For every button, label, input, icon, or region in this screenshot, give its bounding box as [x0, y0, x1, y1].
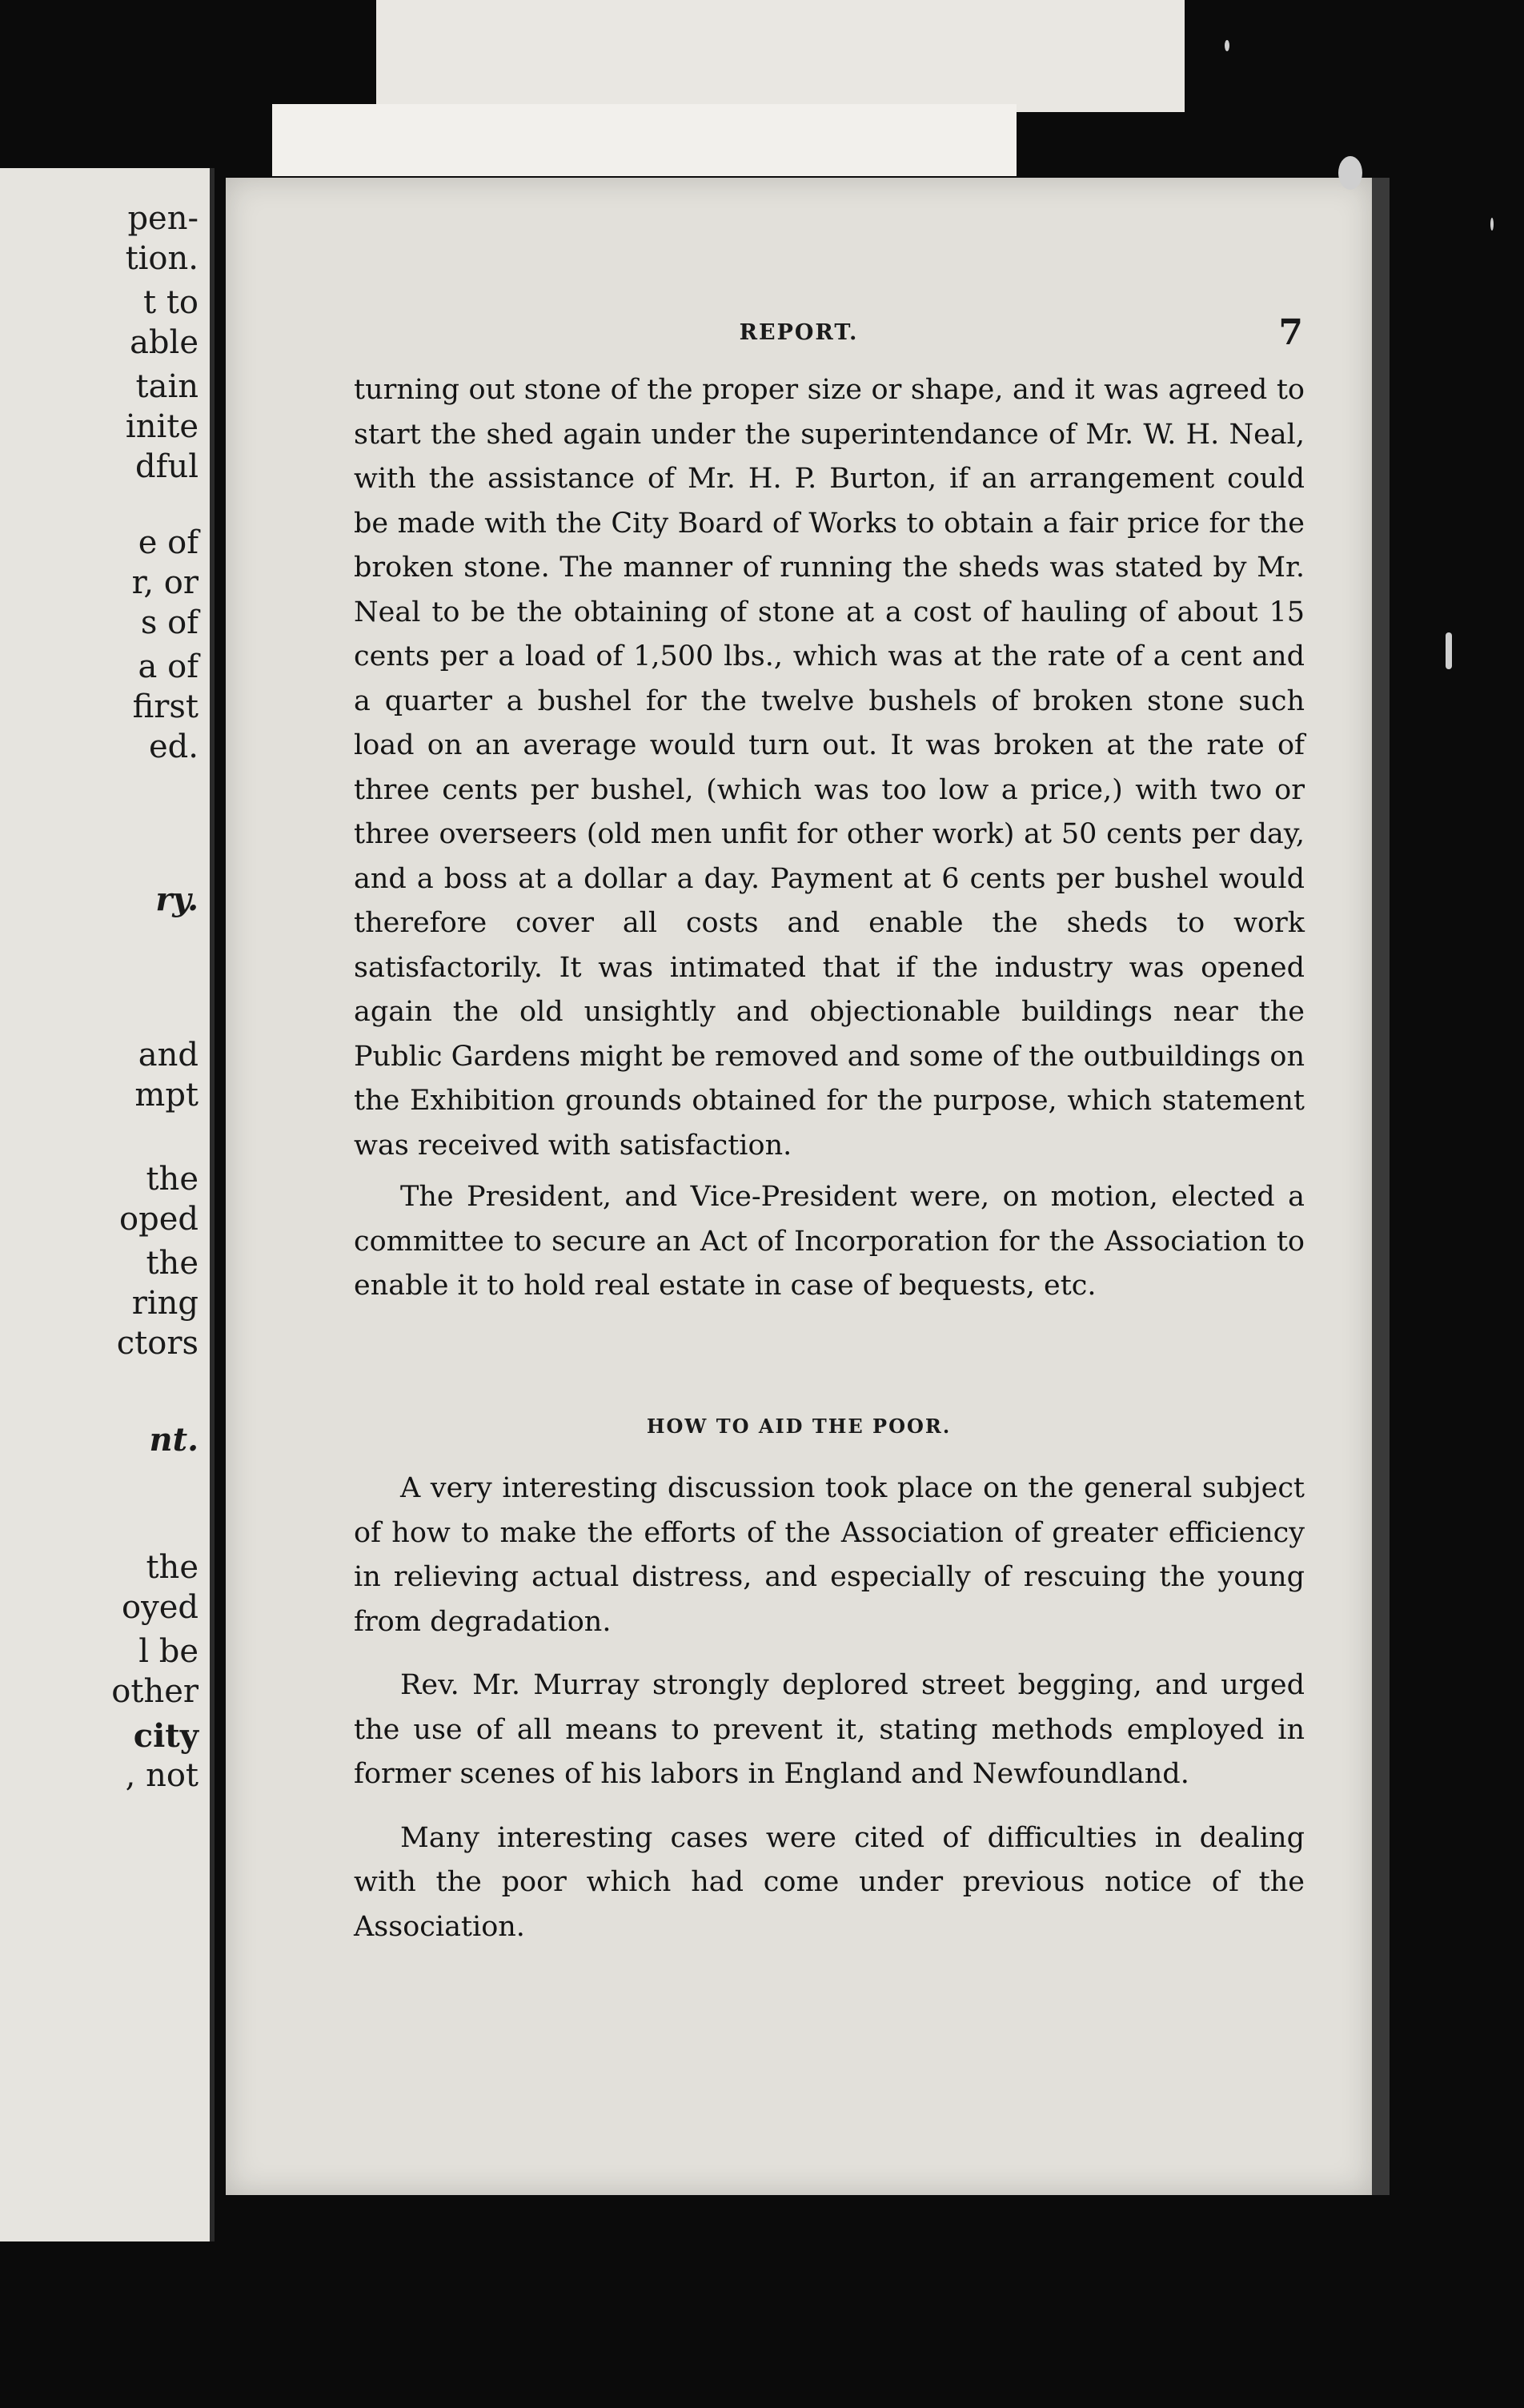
left-page-fragment: the: [146, 1161, 199, 1198]
left-page-fragment: e of: [138, 524, 199, 561]
scan-border-strip: [376, 0, 1185, 112]
left-page-fragment: ring: [131, 1285, 199, 1322]
left-page-fragment: ed.: [149, 728, 199, 765]
left-page-fragment: nt.: [149, 1421, 199, 1459]
left-page-fragment: a of: [138, 648, 199, 685]
paragraph-street-begging: Rev. Mr. Murray strongly deplored street begging, and urged the use of all means to prevent it, stating methods employed in former scenes of his labors in England and Newfoundland.: [354, 1669, 1305, 1790]
scan-speck: [1225, 40, 1229, 51]
left-page-fragment: oped: [119, 1201, 199, 1238]
section-heading: HOW TO AID THE POOR.: [646, 1415, 952, 1438]
paragraph-discussion: A very interesting discussion took place on the general subject of how to make the efforts of the Association of greater efficiency in relieving actual distress, and especially of rescuing the young from degradation.: [354, 1472, 1305, 1638]
left-facing-page: [0, 168, 215, 2241]
body-text: [354, 368, 1305, 1309]
left-page-fragment: and: [138, 1037, 199, 1074]
left-page-fragment: dful: [135, 448, 199, 485]
left-page-fragment: tain: [135, 368, 199, 405]
scan-tab-strip: [272, 104, 1017, 176]
left-page-fragment: t to: [143, 284, 199, 321]
left-page-fragment: able: [130, 324, 199, 361]
page-number: 7: [1278, 312, 1303, 353]
paragraph-cases-cited: Many interesting cases were cited of difficulties in dealing with the poor which had come under previous notice of the Association.: [354, 1821, 1305, 1943]
left-page-fragment: tion.: [125, 240, 199, 277]
left-page-fragment: other: [111, 1673, 199, 1710]
scan-speck: [1338, 156, 1362, 190]
left-page-fragment: inite: [125, 408, 199, 445]
left-page-fragment: oyed: [122, 1589, 199, 1626]
scan-speck: [1446, 632, 1452, 669]
left-page-fragment: first: [132, 688, 199, 725]
paragraph-stone-sheds: turning out stone of the proper size or shape, and it was agreed to start the shed again under the superintendance of Mr. W. H. Neal, with the assistance of Mr. H. P. Burton, if an arrangement could be made with the City Board of Works to obtain a fair price for the broken stone. The manner of running the sheds was stated by Mr. Neal to be the obtaining of stone at a cost of hauling of about 15 cents per a load of 1,500 lbs., which was at the rate of a cent and a quarter a bushel for the twelve bushels of broken stone such load on an average would turn out. It was broken at the rate of three cents per bushel, (which was too low a price,) with two or three overseers (old men unfit for other work) at 50 cents per day, and a boss at a dollar a day. Payment at 6 cents per bushel would therefore cover all costs and enable the sheds to work satisfactorily. It was intimated that if the industry was opened again the old unsightly and objectionable buildings near the Public Gardens might be removed and some of the outbuildings on the Exhibition grounds obtained for the purpose, which statement was received with satisfaction.: [354, 374, 1305, 1162]
left-page-fragment: the: [146, 1245, 199, 1282]
page-edge-shadow: [1372, 178, 1390, 2195]
left-page-fragment: r, or: [131, 564, 199, 601]
left-page-fragment: l be: [138, 1633, 199, 1670]
left-page-fragment: , not: [125, 1757, 199, 1794]
left-page-fragment: s of: [140, 604, 199, 641]
left-page-fragment: ctors: [116, 1325, 199, 1362]
left-page-fragment: pen-: [127, 200, 199, 237]
left-page-fragment: mpt: [134, 1077, 199, 1114]
left-page-fragment: the: [146, 1549, 199, 1586]
document-page: [226, 178, 1372, 2195]
left-page-fragment: city: [133, 1717, 199, 1755]
left-page-fragment: ry.: [155, 881, 199, 918]
section-body-text: [354, 1467, 1305, 1949]
scan-speck: [1490, 218, 1494, 231]
running-head-title: REPORT.: [739, 320, 859, 345]
paragraph-incorporation: The President, and Vice-President were, on motion, elected a committee to secure an Act of Incorporation for the Association to enable it to hold real estate in case of bequests, etc.: [354, 1181, 1305, 1302]
